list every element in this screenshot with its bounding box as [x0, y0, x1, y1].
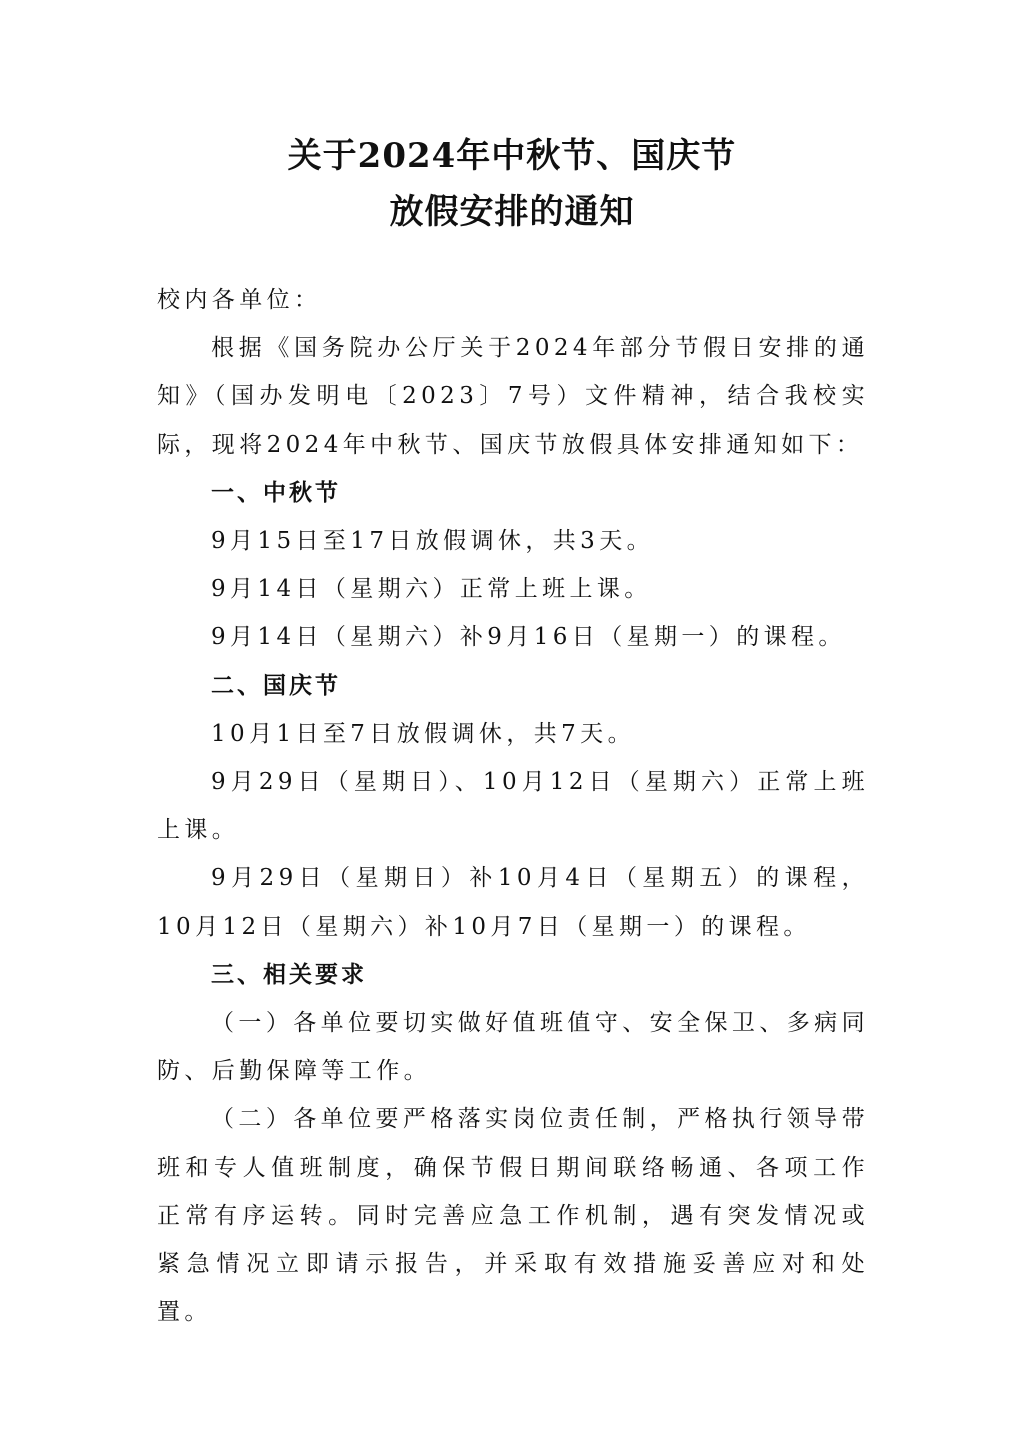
intro-paragraph: 根据《国务院办公厅关于2024年部分节假日安排的通知》（国办发明电〔2023〕7号）文件精神，结合我校实际，现将2024年中秋节、国庆节放假具体安排通知如下：	[157, 335, 869, 458]
salutation: 校内各单位：	[157, 287, 322, 313]
section-heading-national-day: 二、国庆节	[211, 672, 341, 699]
requirement-item: （二）各单位要严格落实岗位责任制，严格执行领导带班和专人值班制度，确保节假日期间联络畅通、各项工作正常有序运转。同时完善应急工作机制，遇有突发情况或紧急情况立即请示报告，并采取有效措施妥善应对和处置。	[157, 1106, 869, 1326]
requirement-item: （一）各单位要切实做好值班值守、安全保卫、多病同防、后勤保障等工作。	[157, 1010, 869, 1085]
section-heading-mid-autumn: 一、中秋节	[211, 479, 341, 506]
document-title-line-2: 放假安排的通知	[389, 192, 635, 232]
section-heading-requirements: 三、相关要求	[211, 961, 367, 988]
document-title-line-1: 关于2024年中秋节、国庆节	[287, 136, 737, 176]
mid-autumn-item: 9月14日（星期六）补9月16日（星期一）的课程。	[211, 624, 846, 651]
national-day-item: 9月29日（星期日）、10月12日（星期六）正常上班上课。	[157, 769, 869, 844]
document-body	[157, 276, 869, 1336]
mid-autumn-item: 9月14日（星期六）正常上班上课。	[211, 576, 652, 603]
national-day-item: 9月29日（星期日）补10月4日（星期五）的课程，10月12日（星期六）补10月7日（星期一）的课程。	[157, 865, 869, 940]
national-day-item: 10月1日至7日放假调休，共7天。	[211, 720, 635, 747]
mid-autumn-item: 9月15日至17日放假调休，共3天。	[211, 528, 654, 555]
